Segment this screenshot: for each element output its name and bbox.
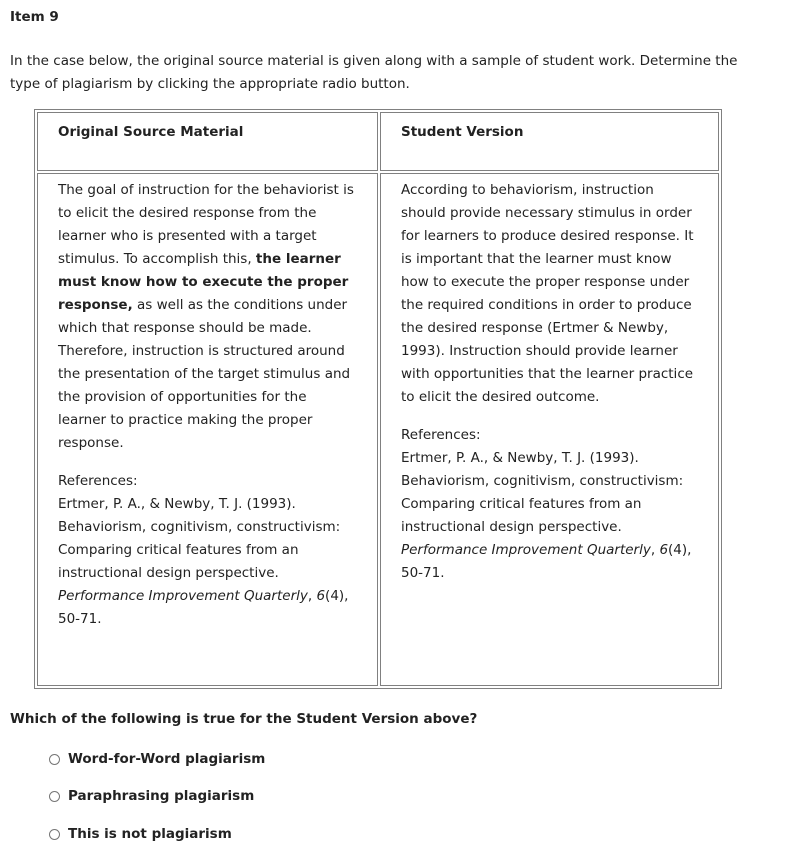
radio-button[interactable] [49,791,60,802]
original-source-cell [37,173,378,686]
original-reference-volume: 6 [316,588,326,604]
student-reference-authors: Ertmer, P. A., & Newby, T. J. (1993). Behaviorism, cognitivism, constructivism: Comparing critical features from an instructional design perspective. [400,450,684,535]
option-word-for-word[interactable] [49,751,265,767]
student-version-header: Student Version [380,112,719,171]
radio-button[interactable] [49,829,60,840]
original-references [58,470,357,631]
student-reference-journal: Performance Improvement Quarterly [400,542,651,558]
original-source-header: Original Source Material [37,112,378,171]
original-text-end: as well as the conditions under which that response should be made. Therefore, instruction is structured around the presentation of the target stimulus and the provision of opportunities for the learner to practice making the proper response. [58,297,351,451]
item-title: Item 9 [10,9,59,25]
option-not-plagiarism[interactable] [49,826,232,842]
option-label[interactable]: Paraphrasing plagiarism [68,788,255,804]
option-paraphrasing[interactable] [49,788,254,804]
original-reference-sep: , [307,588,317,604]
original-reference-journal: Performance Improvement Quarterly [58,588,308,604]
student-reference-volume: 6 [659,542,669,558]
radio-button[interactable] [49,754,60,765]
student-version-cell [380,173,719,686]
student-references-label: References: [400,427,481,443]
original-text-bold: the learner must know how to execute the proper response, [58,251,349,313]
original-references-label: References: [58,473,138,489]
question-text: Which of the following is true for the Student Version above? [10,711,478,727]
original-source-passage [58,179,357,455]
student-references [401,424,698,585]
comparison-table [34,109,722,689]
student-reference-issue: (4), 50-71. [400,542,692,581]
student-version-passage: According to behaviorism, instruction should provide necessary stimulus in order for learners to produce desired response. It is important that the learner must know how to execute the proper response under the required conditions in order to produce the desired response (Ertmer & Newby, 1993). Instruction should provide learner with opportunities that the learner practice to elicit the desired outcome. [400,182,694,405]
original-reference-authors: Ertmer, P. A., & Newby, T. J. (1993). Behaviorism, cognitivism, constructivism: Comparing critical features from an instructional design perspective. [58,496,341,581]
option-label[interactable]: Word-for-Word plagiarism [68,751,266,767]
option-label[interactable]: This is not plagiarism [68,826,232,842]
instructions-text: In the case below, the original source material is given along with a sample of student work. Determine the type of plagiarism by clicking the appropriate radio button. [10,53,738,92]
student-reference-sep: , [650,542,660,558]
original-text-start: The goal of instruction for the behaviorist is to elicit the desired response from the learner who is presented with a target stimulus. To accomplish this, [58,182,354,267]
original-reference-issue: (4), 50-71. [58,588,349,627]
